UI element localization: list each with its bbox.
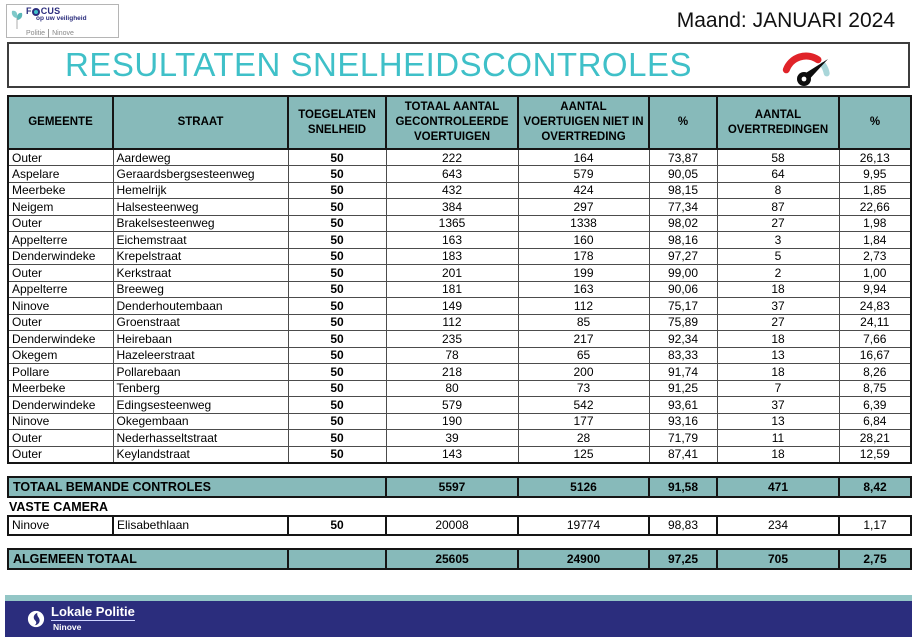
cell-totaal: 235 bbox=[386, 331, 518, 348]
cell-straat: Keylandstraat bbox=[113, 446, 288, 463]
cell-gemeente: Meerbeke bbox=[8, 380, 113, 397]
bemande-total-pct-overtredingen: 8,42 bbox=[839, 477, 911, 497]
cell-overtredingen: 5 bbox=[717, 248, 839, 265]
cell-niet-overtreding: 297 bbox=[518, 199, 649, 216]
cell-straat: Denderhoutembaan bbox=[113, 298, 288, 315]
cell-pct-niet: 90,05 bbox=[649, 166, 717, 183]
camera-overtredingen: 234 bbox=[717, 516, 839, 535]
table-row bbox=[8, 298, 911, 315]
cell-pct-niet: 77,34 bbox=[649, 199, 717, 216]
cell-totaal: 112 bbox=[386, 314, 518, 331]
cell-overtredingen: 3 bbox=[717, 232, 839, 249]
cell-snelheid: 50 bbox=[288, 248, 386, 265]
cell-pct-niet: 97,27 bbox=[649, 248, 717, 265]
cell-overtredingen: 27 bbox=[717, 215, 839, 232]
cell-snelheid: 50 bbox=[288, 314, 386, 331]
camera-niet: 19774 bbox=[518, 516, 649, 535]
col-header-overtredingen: AANTAL OVERTREDINGEN bbox=[717, 96, 839, 149]
cell-straat: Hazeleerstraat bbox=[113, 347, 288, 364]
cell-snelheid: 50 bbox=[288, 331, 386, 348]
cell-niet-overtreding: 160 bbox=[518, 232, 649, 249]
results-section bbox=[7, 95, 910, 570]
cell-pct-niet: 98,02 bbox=[649, 215, 717, 232]
cell-gemeente: Outer bbox=[8, 265, 113, 282]
cell-straat: Kerkstraat bbox=[113, 265, 288, 282]
cell-straat: Nederhasseltstraat bbox=[113, 430, 288, 447]
cell-totaal: 579 bbox=[386, 397, 518, 414]
speedometer-icon bbox=[766, 45, 846, 89]
cell-niet-overtreding: 579 bbox=[518, 166, 649, 183]
camera-pct-niet: 98,83 bbox=[649, 516, 717, 535]
cell-straat: Geraardsbergsesteenweg bbox=[113, 166, 288, 183]
table-row bbox=[8, 248, 911, 265]
cell-niet-overtreding: 125 bbox=[518, 446, 649, 463]
cell-pct-overtredingen: 1,98 bbox=[839, 215, 911, 232]
cell-niet-overtreding: 28 bbox=[518, 430, 649, 447]
cell-overtredingen: 58 bbox=[717, 149, 839, 166]
cell-totaal: 643 bbox=[386, 166, 518, 183]
cell-niet-overtreding: 178 bbox=[518, 248, 649, 265]
cell-pct-niet: 93,16 bbox=[649, 413, 717, 430]
vaste-camera-row bbox=[7, 515, 912, 536]
table-row bbox=[8, 446, 911, 463]
cell-overtredingen: 2 bbox=[717, 265, 839, 282]
footer-lokale-politie-label: Lokale Politie bbox=[51, 605, 135, 621]
bemande-total-overtredingen: 471 bbox=[717, 477, 839, 497]
cell-pct-niet: 93,61 bbox=[649, 397, 717, 414]
col-header-pct-niet: % bbox=[649, 96, 717, 149]
cell-totaal: 163 bbox=[386, 232, 518, 249]
cell-pct-niet: 75,89 bbox=[649, 314, 717, 331]
col-header-pct-overtredingen: % bbox=[839, 96, 911, 149]
cell-niet-overtreding: 542 bbox=[518, 397, 649, 414]
cell-snelheid: 50 bbox=[288, 215, 386, 232]
cell-pct-overtredingen: 1,00 bbox=[839, 265, 911, 282]
title-bar bbox=[7, 42, 910, 88]
table-row bbox=[8, 314, 911, 331]
cell-straat: Pollarebaan bbox=[113, 364, 288, 381]
footer-ninove-label: Ninove bbox=[53, 622, 82, 633]
cell-pct-niet: 91,74 bbox=[649, 364, 717, 381]
cell-gemeente: Outer bbox=[8, 314, 113, 331]
cell-snelheid: 50 bbox=[288, 413, 386, 430]
cell-overtredingen: 18 bbox=[717, 446, 839, 463]
cell-overtredingen: 18 bbox=[717, 364, 839, 381]
bemande-controles-total-row bbox=[7, 476, 912, 498]
cell-snelheid: 50 bbox=[288, 232, 386, 249]
algemeen-total-label: ALGEMEEN TOTAAL bbox=[8, 549, 288, 569]
cell-gemeente: Ninove bbox=[8, 298, 113, 315]
cell-straat: Tenberg bbox=[113, 380, 288, 397]
cell-totaal: 80 bbox=[386, 380, 518, 397]
cell-pct-niet: 99,00 bbox=[649, 265, 717, 282]
cell-gemeente: Appelterre bbox=[8, 281, 113, 298]
cell-niet-overtreding: 163 bbox=[518, 281, 649, 298]
cell-snelheid: 50 bbox=[288, 166, 386, 183]
algemeen-totaal-row bbox=[7, 548, 912, 570]
cell-pct-overtredingen: 24,83 bbox=[839, 298, 911, 315]
table-row bbox=[8, 265, 911, 282]
table-row bbox=[8, 232, 911, 249]
cell-overtredingen: 18 bbox=[717, 281, 839, 298]
cell-straat: Aardeweg bbox=[113, 149, 288, 166]
cell-pct-overtredingen: 1,85 bbox=[839, 182, 911, 199]
footer bbox=[5, 595, 912, 637]
algemeen-snelheid-empty bbox=[288, 549, 386, 569]
table-row bbox=[8, 215, 911, 232]
cell-pct-overtredingen: 6,39 bbox=[839, 397, 911, 414]
results-table-body bbox=[8, 149, 911, 463]
spacer bbox=[7, 536, 910, 548]
cell-pct-niet: 92,34 bbox=[649, 331, 717, 348]
results-table bbox=[7, 95, 912, 464]
table-row bbox=[8, 331, 911, 348]
cell-snelheid: 50 bbox=[288, 149, 386, 166]
cell-snelheid: 50 bbox=[288, 380, 386, 397]
cell-totaal: 190 bbox=[386, 413, 518, 430]
cell-pct-niet: 90,06 bbox=[649, 281, 717, 298]
cell-straat: Hemelrijk bbox=[113, 182, 288, 199]
table-row bbox=[8, 281, 911, 298]
focus-wordmark: F CUS bbox=[26, 6, 61, 16]
cell-snelheid: 50 bbox=[288, 347, 386, 364]
cell-gemeente: Denderwindeke bbox=[8, 331, 113, 348]
cell-niet-overtreding: 199 bbox=[518, 265, 649, 282]
cell-totaal: 1365 bbox=[386, 215, 518, 232]
cell-overtredingen: 7 bbox=[717, 380, 839, 397]
cell-snelheid: 50 bbox=[288, 446, 386, 463]
cell-snelheid: 50 bbox=[288, 430, 386, 447]
cell-overtredingen: 87 bbox=[717, 199, 839, 216]
cell-totaal: 149 bbox=[386, 298, 518, 315]
cell-totaal: 384 bbox=[386, 199, 518, 216]
cell-pct-overtredingen: 9,95 bbox=[839, 166, 911, 183]
cell-gemeente: Okegem bbox=[8, 347, 113, 364]
cell-niet-overtreding: 164 bbox=[518, 149, 649, 166]
cell-niet-overtreding: 112 bbox=[518, 298, 649, 315]
cell-snelheid: 50 bbox=[288, 298, 386, 315]
bemande-total-label: TOTAAL BEMANDE CONTROLES bbox=[8, 477, 386, 497]
table-row bbox=[8, 182, 911, 199]
col-header-totaal-gecontroleerd: TOTAAL AANTAL GECONTROLEERDE VOERTUIGEN bbox=[386, 96, 518, 149]
cell-straat: Halsesteenweg bbox=[113, 199, 288, 216]
cell-snelheid: 50 bbox=[288, 281, 386, 298]
cell-straat: Breeweg bbox=[113, 281, 288, 298]
cell-straat: Groenstraat bbox=[113, 314, 288, 331]
cell-totaal: 183 bbox=[386, 248, 518, 265]
cell-overtredingen: 13 bbox=[717, 413, 839, 430]
cell-overtredingen: 13 bbox=[717, 347, 839, 364]
cell-pct-overtredingen: 24,11 bbox=[839, 314, 911, 331]
cell-totaal: 218 bbox=[386, 364, 518, 381]
cell-gemeente: Aspelare bbox=[8, 166, 113, 183]
focus-tagline: op uw veiligheid bbox=[36, 15, 87, 22]
cell-gemeente: Outer bbox=[8, 215, 113, 232]
results-table-header bbox=[8, 96, 911, 149]
col-header-gemeente: GEMEENTE bbox=[8, 96, 113, 149]
focus-logo bbox=[6, 4, 119, 38]
cell-niet-overtreding: 1338 bbox=[518, 215, 649, 232]
cell-overtredingen: 27 bbox=[717, 314, 839, 331]
col-header-straat: STRAAT bbox=[113, 96, 288, 149]
cell-snelheid: 50 bbox=[288, 199, 386, 216]
cell-snelheid: 50 bbox=[288, 265, 386, 282]
focus-leaf-icon bbox=[10, 9, 24, 29]
cell-pct-niet: 91,25 bbox=[649, 380, 717, 397]
table-row bbox=[8, 364, 911, 381]
cell-overtredingen: 37 bbox=[717, 298, 839, 315]
cell-pct-niet: 98,15 bbox=[649, 182, 717, 199]
cell-pct-overtredingen: 26,13 bbox=[839, 149, 911, 166]
camera-straat: Elisabethlaan bbox=[113, 516, 288, 535]
table-row bbox=[8, 380, 911, 397]
cell-pct-overtredingen: 9,94 bbox=[839, 281, 911, 298]
table-row bbox=[8, 413, 911, 430]
cell-gemeente: Meerbeke bbox=[8, 182, 113, 199]
table-row bbox=[8, 347, 911, 364]
cell-pct-niet: 75,17 bbox=[649, 298, 717, 315]
cell-niet-overtreding: 217 bbox=[518, 331, 649, 348]
police-badge-icon bbox=[27, 610, 45, 628]
camera-gemeente: Ninove bbox=[8, 516, 113, 535]
cell-niet-overtreding: 85 bbox=[518, 314, 649, 331]
camera-pct-overtredingen: 1,17 bbox=[839, 516, 911, 535]
footer-bar bbox=[5, 601, 912, 637]
page-title: RESULTATEN SNELHEIDSCONTROLES bbox=[65, 46, 692, 83]
cell-pct-niet: 98,16 bbox=[649, 232, 717, 249]
camera-totaal: 20008 bbox=[386, 516, 518, 535]
cell-pct-overtredingen: 2,73 bbox=[839, 248, 911, 265]
cell-niet-overtreding: 424 bbox=[518, 182, 649, 199]
col-header-toegelaten-snelheid: TOEGELATEN SNELHEID bbox=[288, 96, 386, 149]
cell-pct-overtredingen: 8,75 bbox=[839, 380, 911, 397]
cell-totaal: 222 bbox=[386, 149, 518, 166]
cell-gemeente: Outer bbox=[8, 149, 113, 166]
cell-straat: Eichemstraat bbox=[113, 232, 288, 249]
table-row bbox=[8, 166, 911, 183]
cell-totaal: 201 bbox=[386, 265, 518, 282]
cell-totaal: 143 bbox=[386, 446, 518, 463]
cell-pct-niet: 83,33 bbox=[649, 347, 717, 364]
table-row bbox=[8, 199, 911, 216]
cell-totaal: 78 bbox=[386, 347, 518, 364]
cell-niet-overtreding: 65 bbox=[518, 347, 649, 364]
cell-pct-overtredingen: 22,66 bbox=[839, 199, 911, 216]
cell-snelheid: 50 bbox=[288, 182, 386, 199]
col-header-niet-in-overtreding: AANTAL VOERTUIGEN NIET IN OVERTREDING bbox=[518, 96, 649, 149]
table-row bbox=[8, 397, 911, 414]
algemeen-pct-overtredingen: 2,75 bbox=[839, 549, 911, 569]
cell-overtredingen: 37 bbox=[717, 397, 839, 414]
cell-straat: Krepelstraat bbox=[113, 248, 288, 265]
cell-totaal: 39 bbox=[386, 430, 518, 447]
cell-pct-overtredingen: 1,84 bbox=[839, 232, 911, 249]
cell-pct-niet: 73,87 bbox=[649, 149, 717, 166]
cell-overtredingen: 11 bbox=[717, 430, 839, 447]
algemeen-overtredingen: 705 bbox=[717, 549, 839, 569]
politie-ninove-label: Politie Ninove bbox=[26, 29, 74, 37]
cell-gemeente: Appelterre bbox=[8, 232, 113, 249]
cell-gemeente: Ninove bbox=[8, 413, 113, 430]
month-label: Maand: JANUARI 2024 bbox=[676, 9, 895, 32]
cell-snelheid: 50 bbox=[288, 364, 386, 381]
cell-totaal: 432 bbox=[386, 182, 518, 199]
cell-straat: Okegembaan bbox=[113, 413, 288, 430]
cell-gemeente: Neigem bbox=[8, 199, 113, 216]
vaste-camera-label: VASTE CAMERA bbox=[9, 499, 109, 514]
cell-gemeente: Outer bbox=[8, 430, 113, 447]
cell-niet-overtreding: 177 bbox=[518, 413, 649, 430]
cell-pct-overtredingen: 12,59 bbox=[839, 446, 911, 463]
cell-gemeente: Denderwindeke bbox=[8, 397, 113, 414]
cell-pct-overtredingen: 7,66 bbox=[839, 331, 911, 348]
cell-overtredingen: 64 bbox=[717, 166, 839, 183]
cell-pct-overtredingen: 8,26 bbox=[839, 364, 911, 381]
cell-niet-overtreding: 73 bbox=[518, 380, 649, 397]
table-row bbox=[8, 149, 911, 166]
table-row bbox=[8, 430, 911, 447]
algemeen-totaal: 25605 bbox=[386, 549, 518, 569]
algemeen-niet: 24900 bbox=[518, 549, 649, 569]
cell-pct-niet: 87,41 bbox=[649, 446, 717, 463]
cell-totaal: 181 bbox=[386, 281, 518, 298]
spacer bbox=[7, 464, 910, 476]
bemande-total-niet: 5126 bbox=[518, 477, 649, 497]
cell-gemeente: Denderwindeke bbox=[8, 248, 113, 265]
cell-straat: Brakelsesteenweg bbox=[113, 215, 288, 232]
cell-pct-overtredingen: 16,67 bbox=[839, 347, 911, 364]
cell-pct-overtredingen: 28,21 bbox=[839, 430, 911, 447]
camera-snelheid: 50 bbox=[288, 516, 386, 535]
cell-straat: Edingsesteenweg bbox=[113, 397, 288, 414]
bemande-total-totaal: 5597 bbox=[386, 477, 518, 497]
cell-pct-niet: 71,79 bbox=[649, 430, 717, 447]
cell-gemeente: Pollare bbox=[8, 364, 113, 381]
algemeen-pct-niet: 97,25 bbox=[649, 549, 717, 569]
cell-niet-overtreding: 200 bbox=[518, 364, 649, 381]
cell-straat: Heirebaan bbox=[113, 331, 288, 348]
cell-gemeente: Outer bbox=[8, 446, 113, 463]
cell-overtredingen: 8 bbox=[717, 182, 839, 199]
cell-pct-overtredingen: 6,84 bbox=[839, 413, 911, 430]
bemande-total-pct-niet: 91,58 bbox=[649, 477, 717, 497]
separator bbox=[48, 29, 49, 38]
cell-snelheid: 50 bbox=[288, 397, 386, 414]
cell-overtredingen: 18 bbox=[717, 331, 839, 348]
